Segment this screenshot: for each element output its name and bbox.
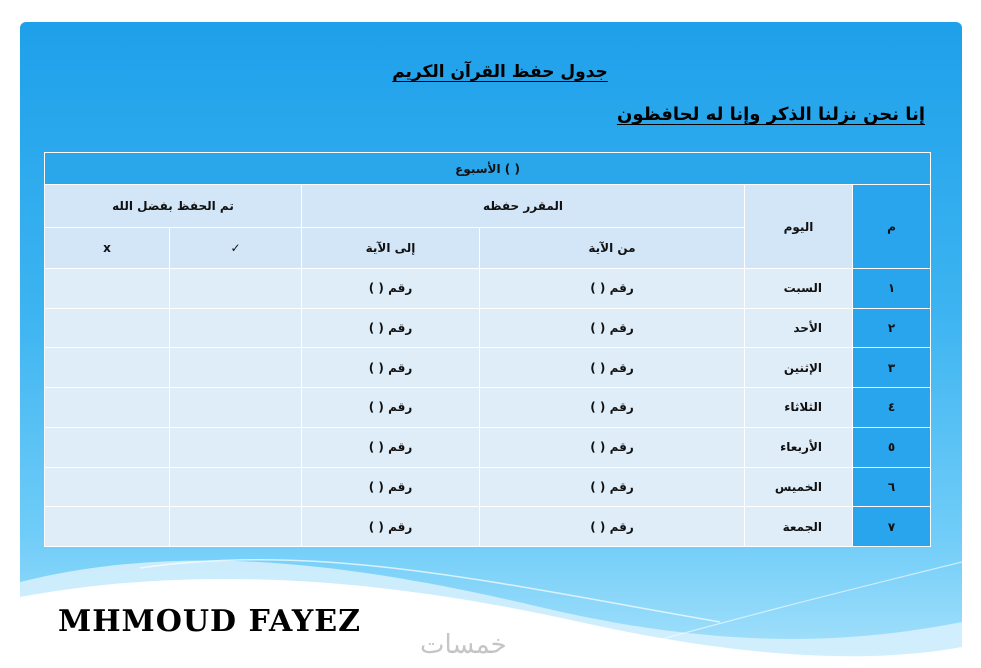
table-row [45,308,931,348]
verse-subtitle: إنا نحن نزلنا الذكر وإنا له لحافظون [616,104,925,125]
author-signature: MHMOUD FAYEZ [58,604,362,639]
to-verse-cell[interactable]: رقم ( ) [302,268,480,308]
assigned-header: المقرر حفظه [302,185,745,228]
row-number: ٤ [853,388,931,428]
to-verse-header: إلى الآية [302,228,480,269]
from-verse-header: من الآية [480,228,745,269]
from-verse-cell[interactable]: رقم ( ) [480,507,745,547]
week-header-row [45,153,931,185]
row-number: ٥ [853,427,931,467]
memorization-table [44,152,931,547]
x-cell[interactable] [45,348,170,388]
row-number: ٧ [853,507,931,547]
day-cell: الأربعاء [745,427,853,467]
check-cell[interactable] [170,308,302,348]
done-header: تم الحفظ بفضل الله [45,185,302,228]
day-header: اليوم [745,185,853,269]
check-cell[interactable] [170,388,302,428]
check-cell[interactable] [170,467,302,507]
x-cell[interactable] [45,507,170,547]
x-cell[interactable] [45,427,170,467]
header-row-1 [45,185,931,228]
to-verse-cell[interactable]: رقم ( ) [302,507,480,547]
to-verse-cell[interactable]: رقم ( ) [302,427,480,467]
day-cell: الثلاثاء [745,388,853,428]
from-verse-cell[interactable]: رقم ( ) [480,268,745,308]
row-number: ٦ [853,467,931,507]
day-cell: الخميس [745,467,853,507]
number-header: م [853,185,931,269]
from-verse-cell[interactable]: رقم ( ) [480,308,745,348]
x-cell[interactable] [45,467,170,507]
table-row [45,507,931,547]
check-cell[interactable] [170,507,302,547]
from-verse-cell[interactable]: رقم ( ) [480,348,745,388]
check-cell[interactable] [170,427,302,467]
from-verse-cell[interactable]: رقم ( ) [480,388,745,428]
row-number: ١ [853,268,931,308]
day-cell: الإثنين [745,348,853,388]
from-verse-cell[interactable]: رقم ( ) [480,427,745,467]
table-row [45,467,931,507]
table-row [45,348,931,388]
x-cell[interactable] [45,308,170,348]
day-cell: الأحد [745,308,853,348]
day-cell: السبت [745,268,853,308]
to-verse-cell[interactable]: رقم ( ) [302,348,480,388]
table-row [45,388,931,428]
from-verse-cell[interactable]: رقم ( ) [480,467,745,507]
week-label[interactable]: الأسبوع ( ) [45,153,931,185]
x-cell[interactable] [45,268,170,308]
row-number: ٣ [853,348,931,388]
x-header: x [45,228,170,269]
check-header: ✓ [170,228,302,269]
check-cell[interactable] [170,268,302,308]
to-verse-cell[interactable]: رقم ( ) [302,308,480,348]
to-verse-cell[interactable]: رقم ( ) [302,467,480,507]
row-number: ٢ [853,308,931,348]
page-title: جدول حفظ القرآن الكريم [392,62,608,82]
table-row [45,268,931,308]
table-row [45,427,931,467]
watermark-logo: خمسات [420,630,507,660]
x-cell[interactable] [45,388,170,428]
to-verse-cell[interactable]: رقم ( ) [302,388,480,428]
day-cell: الجمعة [745,507,853,547]
check-cell[interactable] [170,348,302,388]
